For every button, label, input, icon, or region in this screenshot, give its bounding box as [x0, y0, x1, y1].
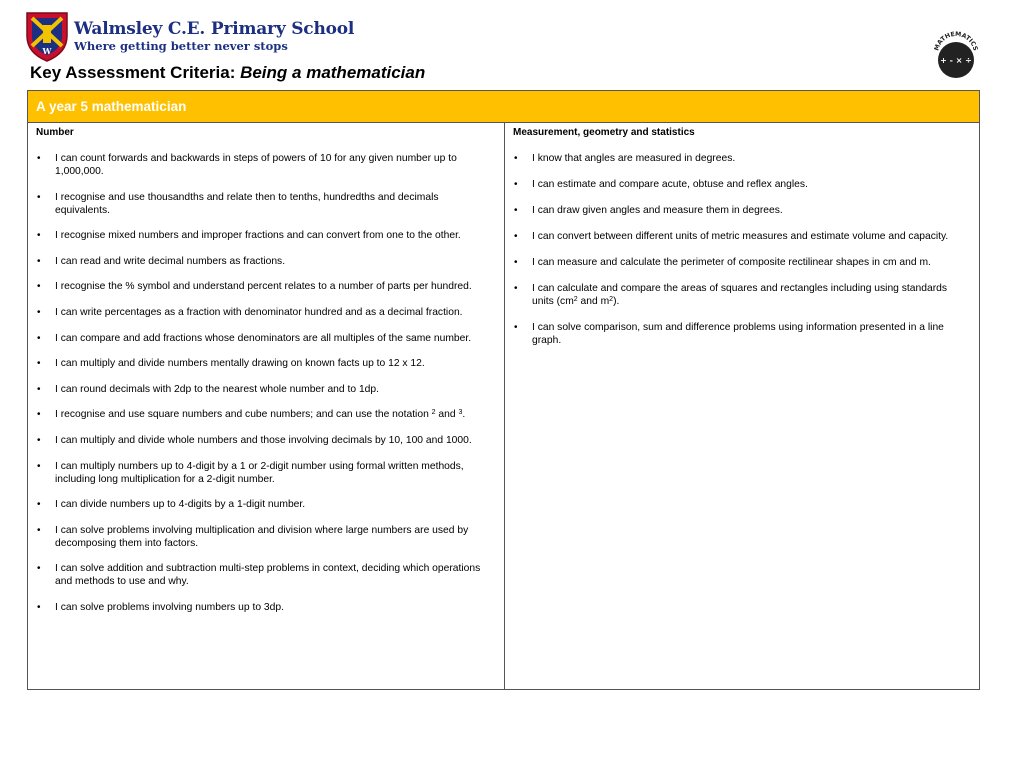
notation-cube: 3 — [458, 409, 463, 417]
school-name: Walmsley C.E. Primary School — [74, 19, 355, 39]
criteria-table — [27, 90, 980, 690]
list-item — [36, 408, 496, 421]
area-text: I can calculate and compare the areas of squares and rectangles including using standards units (cm — [532, 283, 947, 307]
notation-text: I recognise and use square numbers and cube numbers; and can use the notation — [55, 409, 432, 421]
badge-symbols: + - × ÷ — [940, 56, 972, 65]
list-item: • I can solve problems involving numbers up to 3dp. — [36, 601, 496, 614]
list-item: • I recognise and use thousandths and relate then to tenths, hundredths and decimals equivalents. — [36, 191, 496, 217]
list-item: • I can estimate and compare acute, obtuse and reflex angles. — [513, 178, 971, 191]
page-title — [30, 63, 425, 83]
list-item: • I can divide numbers up to 4-digits by a 1-digit number. — [36, 498, 496, 511]
notation-square: 2 — [431, 409, 436, 417]
area-square-2: 2 — [609, 296, 614, 303]
list-item: • I can draw given angles and measure them in degrees. — [513, 204, 971, 217]
area-square-1: 2 — [573, 296, 578, 303]
area-end: ). — [613, 296, 620, 307]
list-item: • I recognise mixed numbers and improper fractions and can convert from one to the other. — [36, 229, 496, 242]
header — [22, 8, 1012, 64]
section-heading: A year 5 mathematician — [28, 91, 979, 123]
measurement-column — [505, 123, 979, 690]
measurement-list — [513, 152, 971, 347]
list-item: • I can round decimals with 2dp to the nearest whole number and to 1dp. — [36, 383, 496, 396]
badge-label: MATHEMATICS — [933, 30, 979, 52]
list-item: • I can multiply and divide whole numbers and those involving decimals by 10, 100 and 1000. — [36, 434, 496, 447]
list-item: • I can solve comparison, sum and difference problems using information presented in a line graph. — [513, 321, 971, 347]
mathematics-badge-icon — [930, 30, 982, 82]
list-item: • I can solve problems involving multiplication and division where large numbers are used by decomposing them into factors. — [36, 524, 496, 550]
title-italic: Being a mathematician — [240, 63, 426, 82]
crest-initial: W — [42, 46, 52, 56]
list-item — [513, 282, 971, 308]
list-item: • I can measure and calculate the perimeter of composite rectilinear shapes in cm and m. — [513, 256, 971, 269]
list-item: • I can solve addition and subtraction multi-step problems in context, deciding which operations and methods to use and why. — [36, 562, 496, 588]
list-item: • I can read and write decimal numbers as fractions. — [36, 255, 496, 268]
list-item: • I can multiply and divide numbers mentally drawing on known facts up to 12 x 12. — [36, 357, 496, 370]
list-item: • I can convert between different units of metric measures and estimate volume and capacity. — [513, 230, 971, 243]
list-item: • I can write percentages as a fraction with denominator hundred and as a decimal fraction. — [36, 306, 496, 319]
notation-end: . — [462, 409, 466, 421]
school-crest-icon — [24, 10, 70, 62]
number-column — [28, 123, 505, 690]
number-list — [36, 152, 496, 614]
list-item: • I can count forwards and backwards in steps of powers of 10 for any given number up to 1,000,000. — [36, 152, 496, 178]
list-item: • I can compare and add fractions whose denominators are all multiples of the same number. — [36, 332, 496, 345]
title-main: Key Assessment Criteria: — [30, 63, 241, 82]
notation-and: and — [435, 409, 459, 421]
measurement-heading: Measurement, geometry and statistics — [513, 127, 695, 138]
list-item: • I recognise the % symbol and understand percent relates to a number of parts per hundred. — [36, 280, 496, 293]
number-heading: Number — [36, 127, 74, 138]
area-and: and m — [577, 296, 610, 307]
list-item: • I can multiply numbers up to 4-digit by a 1 or 2-digit number using formal written methods, including long multiplication for a 2-digit number. — [36, 460, 496, 486]
school-motto: Where getting better never stops — [74, 39, 288, 53]
list-item: • I know that angles are measured in degrees. — [513, 152, 971, 165]
